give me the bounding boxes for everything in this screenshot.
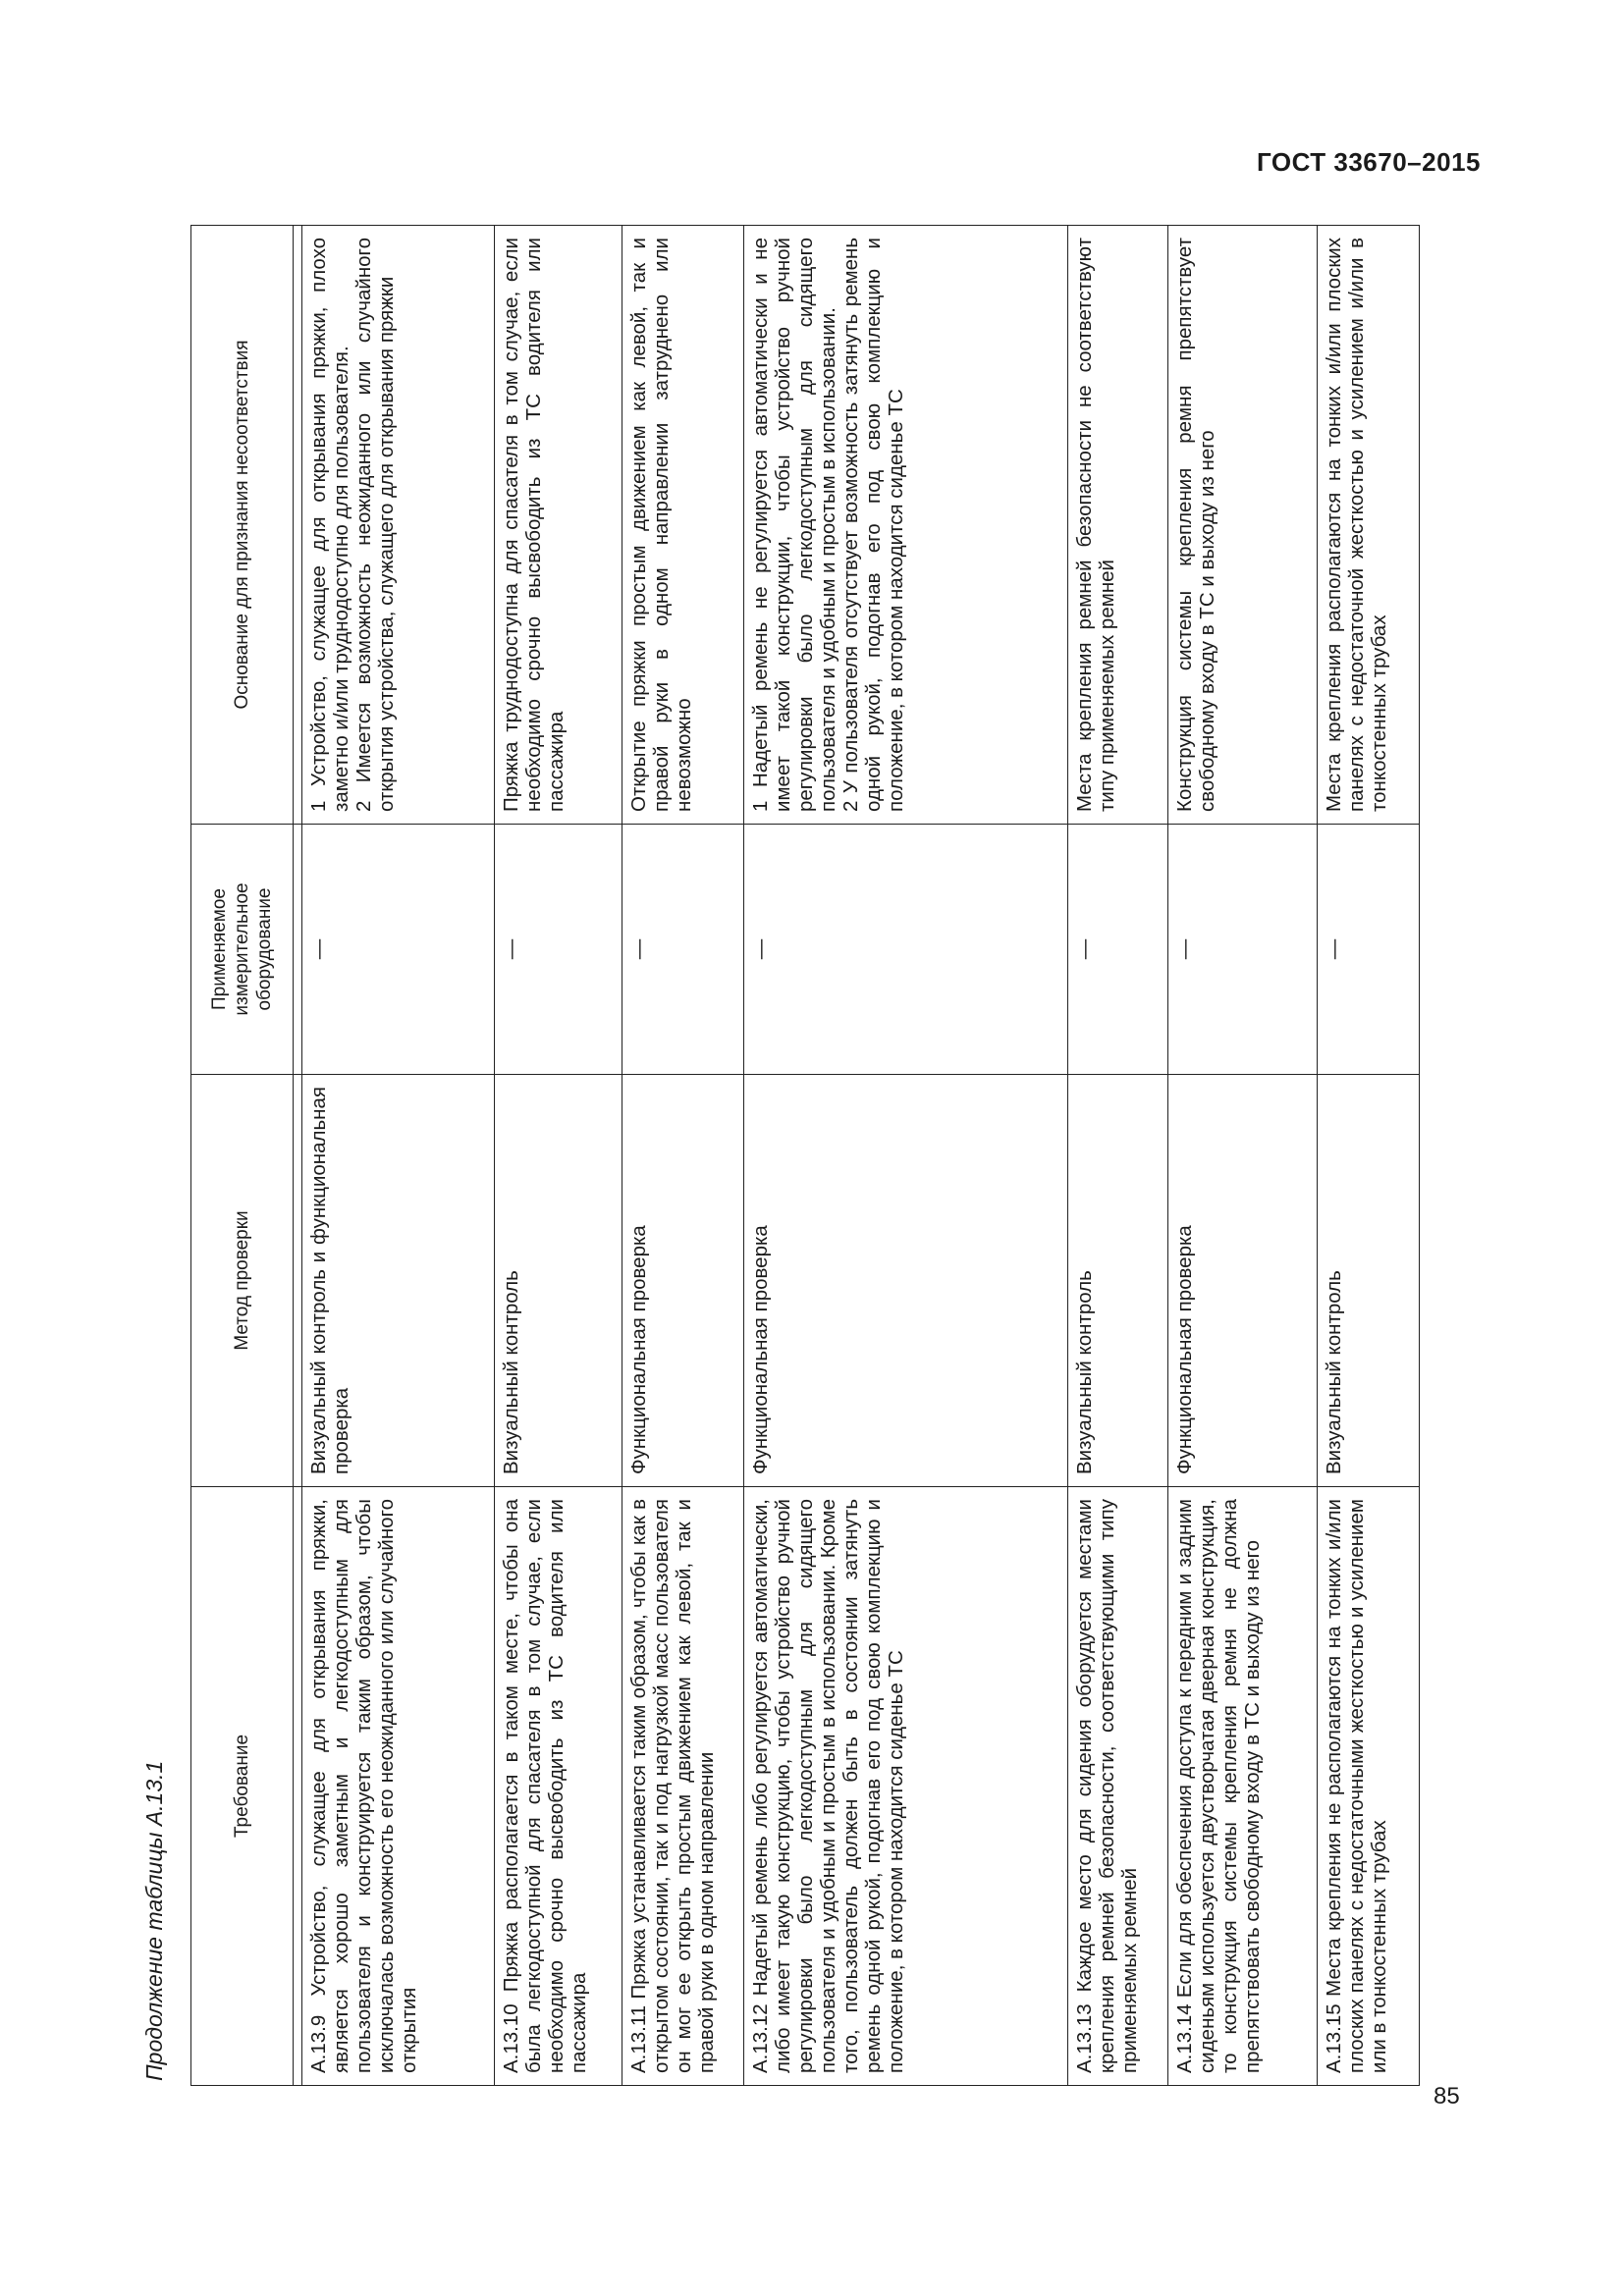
spacer-cell — [294, 226, 302, 825]
nonconformity-cell — [1318, 226, 1420, 825]
nonconformity-item: 2 Имеется возможность неожиданного или случайного открытия устройства, служащего для открывания пряжки — [352, 238, 398, 812]
requirement-cell: А.13.13 Каждое место для сидения оборудуется местами крепления ремней безопасности, соответствующими типу применяемых ремней — [1068, 1487, 1168, 2086]
nonconformity-cell — [744, 226, 1068, 825]
rotated-table-block — [137, 226, 1434, 2086]
standard-code: ГОСТ 33670–2015 — [1257, 147, 1481, 177]
spacer-cell — [294, 825, 302, 1075]
spacer-cell — [294, 1487, 302, 2086]
nonconformity-item: Конструкция системы крепления ремня препятствует свободному входу в ТС и выходу из него — [1173, 238, 1218, 812]
table-row — [1068, 226, 1168, 2086]
table-caption: Продолжение таблицы А.13.1 — [141, 1760, 167, 2081]
nonconformity-item: Места крепления располагаются на тонких и/или плоских панелях с недостаточной жесткостью и усилением и/или в тонкостенных трубах — [1323, 238, 1390, 812]
table-row — [622, 226, 744, 2086]
requirement-cell: А.13.10 Пряжка располагается в таком месте, чтобы она была легкодоступной для спасателя в том случае, если необходимо срочно высвободить из ТС водителя или пассажира — [495, 1487, 622, 2086]
table-row — [495, 226, 622, 2086]
requirement-cell: А.13.9 Устройство, служащее для открывания пряжки, является хорошо заметным и легкодоступным для пользователя и конструируется таким образом, чтобы исключалась возможность его неожиданного или случайного открытия — [302, 1487, 495, 2086]
requirement-cell: А.13.12 Надетый ремень либо регулируется автоматически, либо имеет такую конструкцию, чтобы устройство ручной регулировки было легкодоступным для сидящего пользователя и удобным и простым в использовании. Кроме того, пользователь должен быть в состоянии затянуть ремень одной рукой, подогнав его под свою комплекцию и положение, в котором находится сиденье ТС — [744, 1487, 1068, 2086]
column-header-equipment: Применяемое измерительное оборудование — [191, 825, 294, 1075]
requirement-cell: А.13.14 Если для обеспечения доступа к передним и задним сиденьям используется двустворчатая дверная конструкция, то конструкция системы крепления ремня не должна препятствовать свободному входу в ТС и выходу из него — [1168, 1487, 1318, 2086]
nonconformity-item: Места крепления ремней безопасности не соответствуют типу применяемых ремней — [1073, 238, 1118, 812]
table-row — [1318, 226, 1420, 2086]
method-cell: Функциональная проверка — [622, 1075, 744, 1487]
method-cell: Функциональная проверка — [744, 1075, 1068, 1487]
method-cell: Визуальный контроль — [1318, 1075, 1420, 1487]
nonconformity-cell — [622, 226, 744, 825]
nonconformity-cell — [1168, 226, 1318, 825]
table-row — [1168, 226, 1318, 2086]
nonconformity-item: Открытие пряжки простым движением как левой, так и правой руки в одном направлении затруднено или невозможно — [627, 238, 695, 812]
equipment-cell: — — [1168, 825, 1318, 1075]
equipment-cell: — — [302, 825, 495, 1075]
nonconformity-item: 1 Устройство, служащее для открывания пряжки, плохо заметно и/или труднодоступно для пользователя. — [307, 238, 352, 812]
nonconformity-cell — [495, 226, 622, 825]
equipment-cell: — — [1318, 825, 1420, 1075]
method-cell: Визуальный контроль — [495, 1075, 622, 1487]
nonconformity-item: 2 У пользователя отсутствует возможность затянуть ремень одной рукой, подогнав его под свою комплекцию и положение, в котором находится сиденье ТС — [839, 238, 907, 812]
equipment-cell: — — [744, 825, 1068, 1075]
column-header-method: Метод проверки — [191, 1075, 294, 1487]
table-row — [302, 226, 495, 2086]
table-row — [744, 226, 1068, 2086]
header-spacer-row — [294, 226, 302, 2086]
table-header-row — [191, 226, 294, 2086]
method-cell: Визуальный контроль и функциональная проверка — [302, 1075, 495, 1487]
nonconformity-cell — [1068, 226, 1168, 825]
requirement-cell: А.13.15 Места крепления не располагаются на тонких и/или плоских панелях с недостаточными жесткостью и усилением или в тонкостенных трубах — [1318, 1487, 1420, 2086]
column-header-requirement: Требование — [191, 1487, 294, 2086]
equipment-cell: — — [622, 825, 744, 1075]
page-number: 85 — [1434, 2083, 1460, 2109]
method-cell: Функциональная проверка — [1168, 1075, 1318, 1487]
nonconformity-item: 1 Надетый ремень не регулируется автоматически и не имеет такой конструкции, чтобы устройство ручной регулировки было легкодоступным для сидящего пользователя и удобным и простым в использовании. — [749, 238, 839, 812]
nonconformity-cell — [302, 226, 495, 825]
nonconformity-item: Пряжка труднодоступна для спасателя в том случае, если необходимо срочно высвободить из ТС водителя или пассажира — [500, 238, 568, 812]
spacer-cell — [294, 1075, 302, 1487]
equipment-cell: — — [1068, 825, 1168, 1075]
requirements-table — [190, 225, 1420, 2086]
method-cell: Визуальный контроль — [1068, 1075, 1168, 1487]
equipment-cell: — — [495, 825, 622, 1075]
requirement-cell: А.13.11 Пряжка устанавливается таким образом, чтобы как в открытом состоянии, так и под нагрузкой масс пользователя он мог ее открыть простым движением как левой, так и правой руки в одном направлении — [622, 1487, 744, 2086]
column-header-nonconformity: Основание для признания несоответствия — [191, 226, 294, 825]
